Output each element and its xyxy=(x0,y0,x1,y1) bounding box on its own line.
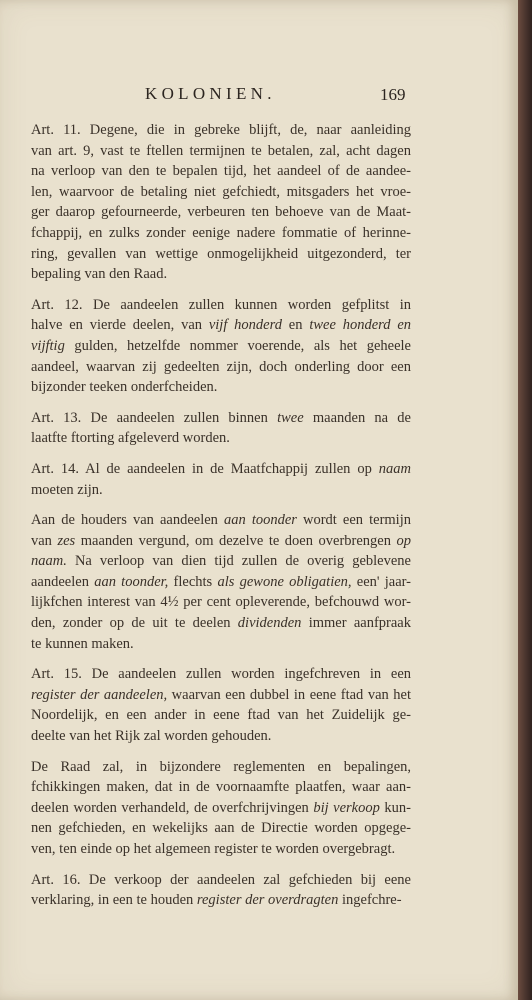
text-span: verklaring, in een te houden xyxy=(31,892,197,909)
text-line xyxy=(31,531,411,552)
text-line xyxy=(31,480,411,501)
text-line xyxy=(31,705,411,726)
text-line xyxy=(31,818,411,839)
text-span: den, zonder op de uit te deelen xyxy=(31,615,238,632)
text-span: ring, gevallen van wettige onmogelijkheid uitgezonderd, ter xyxy=(31,245,411,262)
text-line xyxy=(31,264,411,285)
text-span: ven, ten einde op het algemeen register te worden overgebragt. xyxy=(31,841,396,857)
italic-span: naam. xyxy=(31,553,67,570)
text-line xyxy=(31,315,411,336)
text-line xyxy=(31,295,411,316)
text-span: Na verloop van dien tijd zullen de overig geblevene xyxy=(66,553,411,570)
italic-span: op xyxy=(396,532,411,549)
running-head xyxy=(0,84,518,108)
text-line xyxy=(31,357,411,378)
text-span: moeten zijn. xyxy=(31,481,103,498)
text-span: ger daarop gefourneerde, verbeuren ten behoeve van de Maat- xyxy=(31,204,411,221)
text-span: en xyxy=(281,317,310,334)
text-span: De Raad zal, in bijzondere reglementen en bepalingen, xyxy=(31,758,411,775)
text-span: Art. 11. Degene, die in gebreke blijft, de, naar aanleiding xyxy=(31,122,411,138)
text-span: Art. 12. De aandeelen zullen kunnen worden gefplitst in xyxy=(31,296,411,313)
text-span: na verloop van den te bepalen tijd, het aandeel of de aandee- xyxy=(31,163,411,180)
text-span: Noordelijk, en een ander in eene ftad van het Zuidelijk ge- xyxy=(31,707,411,724)
text-line xyxy=(31,428,411,449)
text-span: waarvan een dubbel in eene ftad van het xyxy=(167,686,411,703)
italic-span: twee xyxy=(277,409,304,426)
text-span: wordt een termijn xyxy=(296,512,411,529)
italic-span: dividenden xyxy=(237,615,302,632)
text-span: bijzonder teeken onderfcheiden. xyxy=(31,379,218,396)
text-span: halve en vierde deelen, van xyxy=(31,317,209,334)
italic-span: als gewone obligatien, xyxy=(217,573,352,590)
text-span: aandeelen xyxy=(31,573,95,590)
paragraph xyxy=(31,757,411,860)
text-line xyxy=(31,726,411,747)
italic-span: aan toonder, xyxy=(94,573,169,590)
text-line xyxy=(31,572,411,593)
text-span: gulden, hetzelfde nommer voerende, als het geheele xyxy=(64,337,411,354)
text-span: te kunnen maken. xyxy=(31,635,134,652)
page-heading: KOLONIEN. xyxy=(145,84,276,103)
italic-span: register der overdragten xyxy=(196,892,339,909)
text-line xyxy=(31,408,411,429)
italic-span: vijftig xyxy=(31,337,65,354)
text-line xyxy=(31,664,411,685)
text-line xyxy=(31,592,411,613)
text-line xyxy=(31,141,411,162)
paragraph xyxy=(31,408,411,449)
italic-span: naam xyxy=(378,460,411,477)
page-edge xyxy=(518,0,532,1000)
text-span: deelte van het Rijk zal worden gehouden. xyxy=(31,728,272,745)
text-span: Art. 14. Al de aandeelen in de Maatfchappij zullen op xyxy=(31,460,379,477)
text-line xyxy=(31,377,411,398)
text-span: maanden na de xyxy=(303,409,411,426)
text-span: laatfte ftorting afgeleverd worden. xyxy=(31,430,230,447)
text-line xyxy=(31,890,411,911)
text-span: fchappij, en zulks zonder eenige nadere fommatie of herinne- xyxy=(31,224,411,241)
page-number: 169 xyxy=(380,85,406,104)
text-line xyxy=(31,223,411,244)
text-span: nen gefchieden, en wekelijks aan de Directie worden opgege- xyxy=(31,820,411,837)
text-span: ingefchre- xyxy=(338,892,402,909)
text-span: fchikkingen maken, dat in de voornaamfte plaatfen, waar aan- xyxy=(31,779,411,796)
text-line xyxy=(31,459,411,480)
text-span: Art. 13. De aandeelen zullen binnen xyxy=(31,409,278,426)
paragraph xyxy=(31,295,411,398)
body-text xyxy=(31,120,411,921)
text-line xyxy=(31,839,411,860)
text-line xyxy=(31,161,411,182)
text-line xyxy=(31,510,411,531)
text-line xyxy=(31,336,411,357)
text-line xyxy=(31,757,411,778)
text-line xyxy=(31,244,411,265)
text-line xyxy=(31,870,411,891)
text-line xyxy=(31,182,411,203)
text-line xyxy=(31,685,411,706)
text-line xyxy=(31,634,411,655)
text-span: van xyxy=(31,532,58,549)
text-line xyxy=(31,798,411,819)
italic-span: twee honderd en xyxy=(309,317,412,334)
text-line xyxy=(31,777,411,798)
text-span: een' jaar- xyxy=(351,573,412,590)
text-span: deelen worden verhandeld, de overfchrijvingen xyxy=(31,799,314,816)
italic-span: zes xyxy=(57,532,76,549)
text-span: immer aanfpraak xyxy=(301,615,411,632)
paragraph xyxy=(31,664,411,746)
text-span: lijkfchen interest van 4½ per cent opleverende, befchouwd wor- xyxy=(31,594,411,611)
paragraph xyxy=(31,459,411,500)
italic-span: aan toonder xyxy=(224,512,297,529)
text-span: Art. 16. De verkoop der aandeelen zal gefchieden bij eene xyxy=(31,871,411,888)
text-span: Aan de houders van aandeelen xyxy=(31,512,224,529)
text-line xyxy=(31,551,411,572)
italic-span: register der aandeelen, xyxy=(31,686,168,703)
text-span: van art. 9, vast te ftellen termijnen te betalen, zal, acht dagen xyxy=(31,142,411,159)
text-span: Art. 15. De aandeelen zullen worden ingefchreven in een xyxy=(31,666,411,683)
text-line xyxy=(31,202,411,223)
text-span: maanden vergund, om dezelve te doen overbrengen xyxy=(75,532,397,549)
paragraph xyxy=(31,510,411,654)
text-span: aandeel, waarvan zij gedeelten zijn, doch onderling door een xyxy=(31,358,411,375)
text-line xyxy=(31,613,411,634)
text-span: bepaling van den Raad. xyxy=(31,266,168,283)
text-line xyxy=(31,120,411,141)
text-span: len, waarvoor de betaling niet gefchiedt, mitsgaders het vroe- xyxy=(31,183,411,200)
italic-span: vijf honderd xyxy=(208,317,282,334)
paragraph xyxy=(31,120,411,285)
italic-span: bij verkoop xyxy=(313,799,380,816)
text-span: kun- xyxy=(379,799,411,816)
paragraph xyxy=(31,870,411,911)
text-span: flechts xyxy=(168,573,218,590)
